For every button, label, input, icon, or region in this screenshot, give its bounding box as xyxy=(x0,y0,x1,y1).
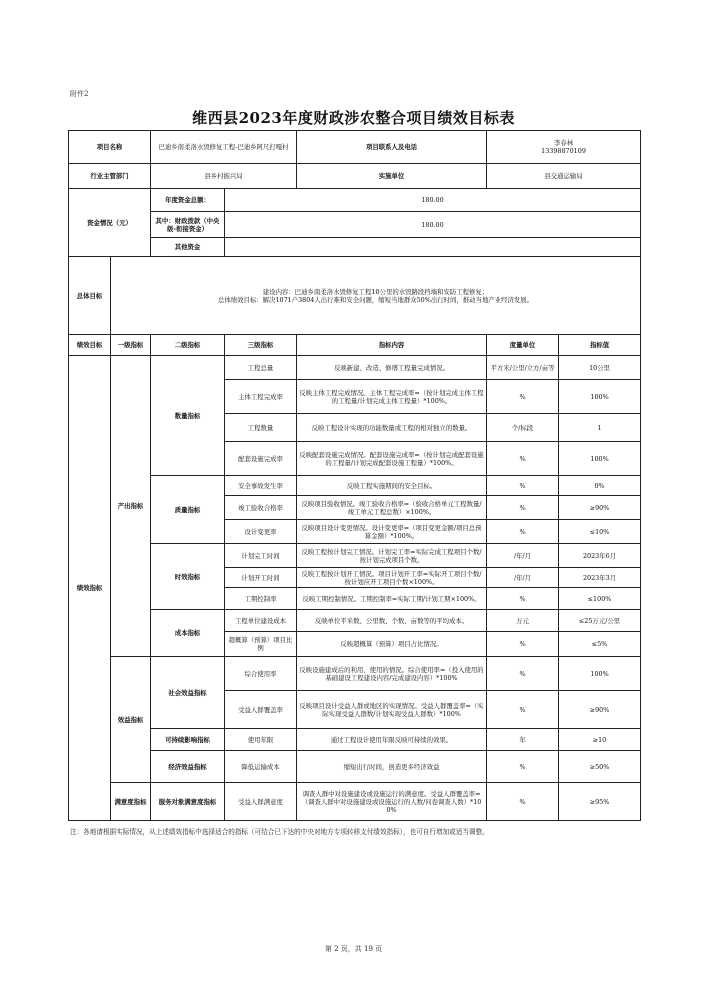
project-name: 巴迪乡南柔洛水毁修复工程-巴迪乡阿尺打嘎村 xyxy=(151,131,297,164)
indicator-name: 安全事故发生率 xyxy=(225,476,297,496)
indicator-name: 计划开工时间 xyxy=(225,568,297,588)
indicator-value: 2023年3月 xyxy=(559,568,641,588)
indicator-value: ≥50% xyxy=(559,751,641,783)
level2-social: 社会效益指标 xyxy=(151,657,225,729)
overall-label: 总体目标 xyxy=(69,257,111,335)
project-name-label: 项目名称 xyxy=(69,131,151,164)
indicator-name: 超概算（预算）项目比例 xyxy=(225,632,297,657)
indicator-content: 反映新建、改造、修缮工程量完成情况。 xyxy=(297,356,487,380)
indicator-unit: % xyxy=(487,496,559,520)
level2-quantity: 数量指标 xyxy=(151,356,225,476)
indicator-unit: % xyxy=(487,657,559,691)
contact-name: 李春林 xyxy=(553,139,574,147)
indicator-value: 100% xyxy=(559,442,641,476)
funds-other xyxy=(225,238,641,257)
indicator-unit: 年 xyxy=(487,729,559,751)
indicator-name: 设计变更率 xyxy=(225,520,297,544)
indicator-value: ≥90% xyxy=(559,691,641,729)
indicator-unit: % xyxy=(487,783,559,821)
contact-phone: 13398870109 xyxy=(541,147,586,155)
level2-service: 服务对象满意度指标 xyxy=(151,783,225,821)
indicator-value: ≥10 xyxy=(559,729,641,751)
indicator-value: 1 xyxy=(559,414,641,442)
funds-total: 180.00 xyxy=(225,189,641,212)
project-row xyxy=(69,131,641,164)
indicator-value: 2023年6月 xyxy=(559,544,641,568)
level2-cost: 成本指标 xyxy=(151,610,225,657)
indicator-unit: % xyxy=(487,632,559,657)
dept-value: 县乡村振兴局 xyxy=(151,164,297,189)
indicator-content: 反映工程实施期间的安全目标。 xyxy=(297,476,487,496)
indicator-value: ≤5% xyxy=(559,632,641,657)
level1-output: 产出指标 xyxy=(111,356,151,657)
indicator-name: 主体工程完成率 xyxy=(225,380,297,414)
indicator-unit: % xyxy=(487,442,559,476)
col-content: 指标内容 xyxy=(297,335,487,356)
indicator-name: 受益人群满意度 xyxy=(225,783,297,821)
indicator-unit: % xyxy=(487,588,559,610)
impl-value: 县交通运输局 xyxy=(487,164,641,189)
indicator-content: 通过工程设计使用年限反映可持续的效果。 xyxy=(297,729,487,751)
funds-central-label: 其中：财政拨款（中央级-衔接资金） xyxy=(151,212,225,238)
overall-row xyxy=(69,257,641,335)
indicator-content: 反映超概算（预算）项目占比情况。 xyxy=(297,632,487,657)
impl-label: 实施单位 xyxy=(297,164,487,189)
indicator-content: 反映工程设计实现的功能数量或工程的相对独立的数量。 xyxy=(297,414,487,442)
indicator-value: 10公里 xyxy=(559,356,641,380)
table-row xyxy=(69,783,641,821)
indicator-content: 反映单位平米数、公里数、个数、亩数等的平均成本。 xyxy=(297,610,487,632)
table-row xyxy=(69,476,641,496)
overall-line-1: 建设内容：巴迪乡南柔洛水毁修复工程10公里的水毁路段挡墙和安防工程修复； xyxy=(262,287,489,296)
indicator-name: 工程单位建设成本 xyxy=(225,610,297,632)
col-level2: 二级指标 xyxy=(151,335,225,356)
table-row xyxy=(69,610,641,632)
indicator-value: ≥95% xyxy=(559,783,641,821)
col-level3: 三级指标 xyxy=(225,335,297,356)
level1-satisfaction: 满意度指标 xyxy=(111,783,151,821)
funds-total-row xyxy=(69,189,641,212)
contact-cell xyxy=(487,131,641,164)
footnote: 注：各地请根据实际情况，从上述绩效指标中选择适合的指标（可结合已下达的中央对地方专项转移支付绩效指标），也可自行增加或适当调整。 xyxy=(70,828,489,836)
indicator-content: 反映主体工程完成情况。主体工程完成率=（按计划完成主体工程的工程量/计划完成主体工程量）*100%。 xyxy=(297,380,487,414)
indicator-content: 反映工期控制情况。工期控制率=实际工期/计划工期×100%。 xyxy=(297,588,487,610)
indicator-unit: /年/月 xyxy=(487,544,559,568)
indicator-name: 综合使用率 xyxy=(225,657,297,691)
page-number: 第 2 页，共 19 页 xyxy=(324,945,383,953)
indicator-name: 竣工验收合格率 xyxy=(225,496,297,520)
page-title: 维西县2023年度财政涉农整合项目绩效目标表 xyxy=(192,109,515,127)
indicator-content: 反映设施建成后的利用、使用的情况。综合使用率=（投入使用的基础建设工程建设内容/完成建设内容）*100% xyxy=(297,657,487,691)
indicator-content: 反映项目设计变更情况。设计变更率=（项目变更金额/项目总预算金额）*100%。 xyxy=(297,520,487,544)
indicator-unit: % xyxy=(487,751,559,783)
funds-central: 180.00 xyxy=(225,212,641,238)
indicator-name: 配套设施完成率 xyxy=(225,442,297,476)
level2-economic: 经济效益指标 xyxy=(151,751,225,783)
funds-total-label: 年度资金总额： xyxy=(151,189,225,212)
indicator-unit: % xyxy=(487,380,559,414)
table-row xyxy=(69,657,641,691)
indicator-name: 工程数量 xyxy=(225,414,297,442)
table-row xyxy=(69,356,641,380)
table-row xyxy=(69,751,641,783)
indicator-unit: % xyxy=(487,476,559,496)
indicator-name: 受益人群覆盖率 xyxy=(225,691,297,729)
indicator-unit: 万元 xyxy=(487,610,559,632)
indicator-content: 反映配套设施完成情况。配套设施完成率=（按计划完成配套设施的工程量/计划完成配套设施工程量）*100%。 xyxy=(297,442,487,476)
level2-quality: 质量指标 xyxy=(151,476,225,544)
table-row xyxy=(69,729,641,751)
contact-label: 项目联系人及电话 xyxy=(297,131,487,164)
indicator-content: 调查人群中对设施建设或设施运行的满意度。受益人群覆盖率=（调查人群中对设施建设或设施运行的人数/问卷调查人数）*100% xyxy=(297,783,487,821)
funds-label: 资金情况（元） xyxy=(69,189,151,257)
indicator-value: ≤100% xyxy=(559,588,641,610)
col-level1: 一级指标 xyxy=(111,335,151,356)
dept-row xyxy=(69,164,641,189)
indicator-name: 使用年限 xyxy=(225,729,297,751)
funds-other-row xyxy=(69,238,641,257)
funds-central-row xyxy=(69,212,641,238)
indicator-content: 缩短出行时间，创造更多经济效益 xyxy=(297,751,487,783)
col-perf-goal: 绩效目标 xyxy=(69,335,111,356)
indicator-name: 工期控制率 xyxy=(225,588,297,610)
indicator-value: ≥90% xyxy=(559,496,641,520)
perf-indicator-label: 绩效指标 xyxy=(69,356,111,821)
indicator-name: 工程总量 xyxy=(225,356,297,380)
column-header-row xyxy=(69,335,641,356)
indicator-name: 计划完工时间 xyxy=(225,544,297,568)
indicator-unit: % xyxy=(487,520,559,544)
indicator-unit: 平方米/公里/立方/亩等 xyxy=(487,356,559,380)
col-value: 指标值 xyxy=(559,335,641,356)
level1-benefit: 效益指标 xyxy=(111,657,151,783)
indicator-content: 反映工程按计划完工情况。计划完工率=实际完成工程项目个数/按计划完成项目个数。 xyxy=(297,544,487,568)
performance-table xyxy=(68,130,641,821)
overall-content xyxy=(111,257,641,335)
overall-line-2: 总体绩效目标：解决1071户3804人出行难和安全问题，缩短当地群众50%出行时间，推动当地产业经济发展。 xyxy=(217,295,534,304)
col-unit: 度量单位 xyxy=(487,335,559,356)
indicator-value: ≤25万元/公里 xyxy=(559,610,641,632)
indicator-unit: /年/月 xyxy=(487,568,559,588)
indicator-value: 0% xyxy=(559,476,641,496)
level2-sustain: 可持续影响指标 xyxy=(151,729,225,751)
level2-timeliness: 时效指标 xyxy=(151,544,225,610)
indicator-unit: 个/标段 xyxy=(487,414,559,442)
indicator-value: 100% xyxy=(559,657,641,691)
indicator-content: 反映工程按计划开工情况。项目计划开工率=实际开工项目个数/按计划应开工项目个数×100%。 xyxy=(297,568,487,588)
indicator-unit: % xyxy=(487,691,559,729)
indicator-value: 100% xyxy=(559,380,641,414)
indicator-content: 反映项目验收情况。竣工验收合格率=（验收合格单元工程数量/竣工单元工程总数）×100%。 xyxy=(297,496,487,520)
indicator-name: 降低运输成本 xyxy=(225,751,297,783)
indicator-value: ≤10% xyxy=(559,520,641,544)
dept-label: 行业主管部门 xyxy=(69,164,151,189)
table-row xyxy=(69,544,641,568)
funds-other-label: 其他资金 xyxy=(151,238,225,257)
indicator-content: 反映项目设计受益人群或地区的实现情况。受益人群覆盖率=（实际实现受益人群数/计划实现受益人群数）*100% xyxy=(297,691,487,729)
attachment-label: 附件2 xyxy=(70,90,89,98)
